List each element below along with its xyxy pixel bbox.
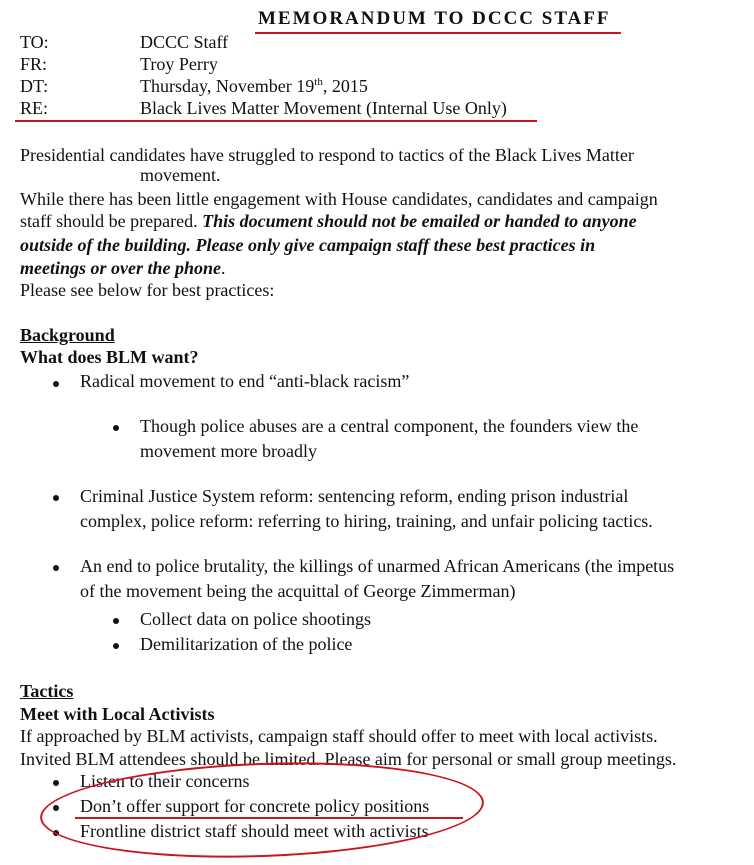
tactics-subheading: Meet with Local Activists [20, 704, 215, 724]
bullet-icon [113, 425, 119, 431]
intro-line: meetings or over the phone. [20, 258, 226, 278]
background-subheading: What does BLM want? [20, 347, 199, 367]
date-label: DT: [20, 76, 49, 96]
to-label: TO: [20, 32, 49, 52]
list-item: Frontline district staff should meet with activists [80, 821, 429, 841]
from-value: Troy Perry [140, 54, 218, 74]
background-heading: Background [20, 325, 115, 345]
bullet-icon [53, 381, 59, 387]
list-item: Though police abuses are a central component, the founders view the [140, 416, 639, 436]
intro-line: movement. [140, 165, 221, 185]
header-underline-annotation [15, 120, 537, 122]
intro-line: Please see below for best practices: [20, 280, 275, 300]
to-value: DCCC Staff [140, 32, 229, 52]
list-item: Radical movement to end “anti-black racism” [80, 371, 410, 391]
list-item-cont: of the movement being the acquittal of George Zimmerman) [80, 581, 516, 601]
list-item: An end to police brutality, the killings of unarmed African Americans (the impetus [80, 556, 675, 576]
bullet-icon [53, 565, 59, 571]
intro-line: outside of the building. Please only give campaign staff these best practices in [20, 235, 596, 255]
re-value: Black Lives Matter Movement (Internal Use Only) [140, 98, 507, 118]
tactics-paragraph: If approached by BLM activists, campaign staff should offer to meet with local activists. [20, 726, 658, 746]
list-item: Demilitarization of the police [140, 634, 353, 654]
intro-line: While there has been little engagement with House candidates, candidates and campaign [20, 189, 658, 209]
intro-line: staff should be prepared. This document should not be emailed or handed to anyone [20, 211, 637, 231]
list-item: Collect data on police shootings [140, 609, 371, 629]
from-label: FR: [20, 54, 48, 74]
list-item-cont: complex, police reform: referring to hiring, training, and unfair policing tactics. [80, 511, 653, 531]
date-value: Thursday, November 19th, 2015 [140, 76, 368, 96]
re-label: RE: [20, 98, 49, 118]
bullet-icon [53, 495, 59, 501]
bullet-icon [113, 643, 119, 649]
list-item: Don’t offer support for concrete policy positions [80, 796, 430, 816]
bullet-icon [113, 618, 119, 624]
list-item: Listen to their concerns [80, 771, 250, 791]
bullet-icon [53, 780, 59, 786]
tactics-heading: Tactics [20, 681, 74, 701]
title-underline-annotation [255, 32, 621, 34]
list-item-cont: movement more broadly [140, 441, 317, 461]
memo-title: MEMORANDUM TO DCCC STAFF [258, 8, 611, 29]
intro-line: Presidential candidates have struggled to respond to tactics of the Black Lives Matter [20, 145, 634, 165]
tactics-paragraph: Invited BLM attendees should be limited. Please aim for personal or small group meetings. [20, 749, 677, 769]
list-item: Criminal Justice System reform: sentencing reform, ending prison industrial [80, 486, 629, 506]
